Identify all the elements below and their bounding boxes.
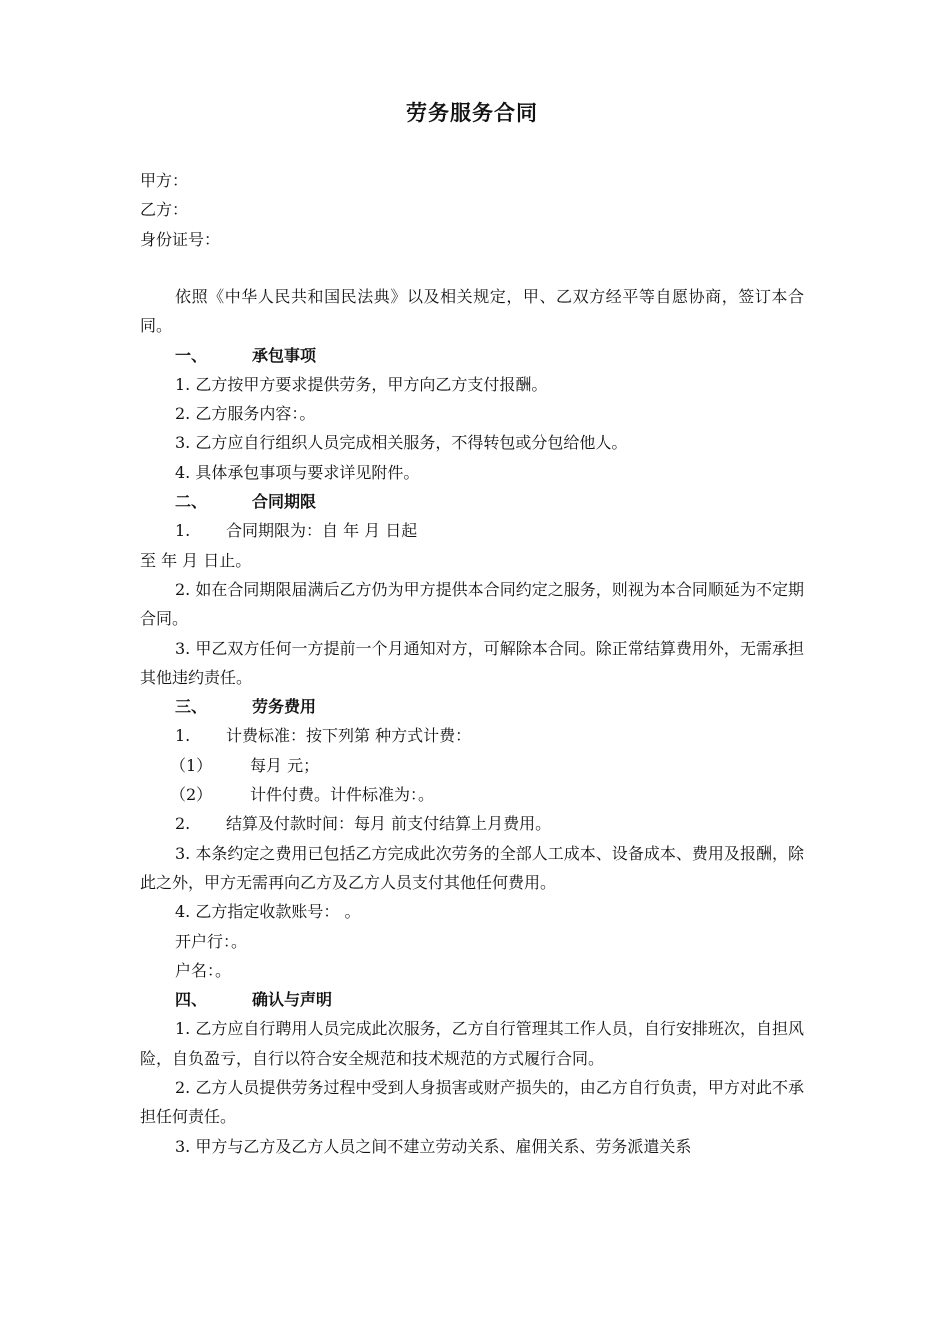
section-3-option-2-number: （2） <box>170 785 213 805</box>
section-3-bank: 开户行：。 <box>175 931 248 951</box>
section-4-item-1: 1. 乙方应自行聘用人员完成此次服务，乙方自行管理其工作人员，自行安排班次，自担风险，自负盈亏，自行以符合安全规范和技术规范的方式履行合同。 <box>140 1019 804 1068</box>
section-3-option-2 <box>140 780 804 809</box>
section-2-item-1 <box>140 516 804 545</box>
section-3-item-4: 4. 乙方指定收款账号： 。 <box>175 902 361 922</box>
section-2-number: 二、 <box>175 492 208 512</box>
section-3-title: 劳务费用 <box>252 697 317 717</box>
section-1-title: 承包事项 <box>252 345 317 365</box>
section-4-item-3: 3. 甲方与乙方及乙方人员之间不建立劳动关系、雇佣关系、劳务派遣关系 <box>175 1136 692 1156</box>
section-3-option-1-text: 每月 元； <box>250 755 320 775</box>
section-3-account-name: 户名：。 <box>175 960 232 980</box>
section-2-heading <box>140 487 804 516</box>
section-1-item-4: 4. 具体承包事项与要求详见附件。 <box>175 462 420 482</box>
parties-block <box>140 166 804 254</box>
party-a-line: 甲方： <box>140 171 189 190</box>
section-1-item-2: 2. 乙方服务内容：。 <box>175 404 316 424</box>
section-3-item-2-number: 2. <box>175 814 191 834</box>
section-3-item-1 <box>140 721 804 750</box>
section-4-title: 确认与声明 <box>252 990 333 1010</box>
section-3-option-1-number: （1） <box>170 755 213 775</box>
section-3-item-1-number: 1. <box>175 726 191 746</box>
section-1-number: 一、 <box>175 345 208 365</box>
section-2-title: 合同期限 <box>252 492 317 512</box>
section-2-item-1-text: 合同期限为：自 年 月 日起 <box>226 521 418 541</box>
contract-body <box>140 282 804 1161</box>
section-1-heading <box>140 341 804 370</box>
section-4-item-2: 2. 乙方人员提供劳务过程中受到人身损害或财产损失的，由乙方自行负责，甲方对此不承担任何责任。 <box>140 1078 804 1127</box>
section-3-item-2 <box>140 809 804 838</box>
section-1-item-3: 3. 乙方应自行组织人员完成相关服务，不得转包或分包给他人。 <box>175 433 628 453</box>
section-2-item-3: 3. 甲乙双方任何一方提前一个月通知对方，可解除本合同。除正常结算费用外，无需承担其他违约责任。 <box>140 638 804 687</box>
section-2-item-2: 2. 如在合同期限届满后乙方仍为甲方提供本合同约定之服务，则视为本合同顺延为不定期合同。 <box>140 579 804 629</box>
section-4-heading <box>140 985 804 1014</box>
section-2-item-1-number: 1. <box>175 521 191 541</box>
section-3-number: 三、 <box>175 697 208 717</box>
section-3-item-2-text: 结算及付款时间：每月 前支付结算上月费用。 <box>226 814 552 834</box>
intro-paragraph: 依照《中华人民共和国民法典》以及相关规定，甲、乙双方经平等自愿协商，签订本合同。 <box>140 287 804 336</box>
party-b-line: 乙方： <box>140 200 189 220</box>
section-4-number: 四、 <box>175 990 208 1010</box>
section-3-heading <box>140 692 804 721</box>
section-3-option-1 <box>140 751 804 780</box>
document-title: 劳务服务合同 <box>406 101 538 125</box>
id-number-line: 身份证号： <box>140 229 221 249</box>
section-3-item-1-text: 计费标准：按下列第 种方式计费： <box>226 726 472 746</box>
section-3-option-2-text: 计件付费。计件标准为：。 <box>250 785 435 805</box>
section-3-item-3: 3. 本条约定之费用已包括乙方完成此次劳务的全部人工成本、设备成本、费用及报酬，除此之外，甲方无需再向乙方及乙方人员支付其他任何费用。 <box>140 843 804 892</box>
section-1-item-1: 1. 乙方按甲方要求提供劳务，甲方向乙方支付报酬。 <box>175 374 548 394</box>
section-2-item-1-continuation: 至 年 月 日止。 <box>140 550 252 570</box>
